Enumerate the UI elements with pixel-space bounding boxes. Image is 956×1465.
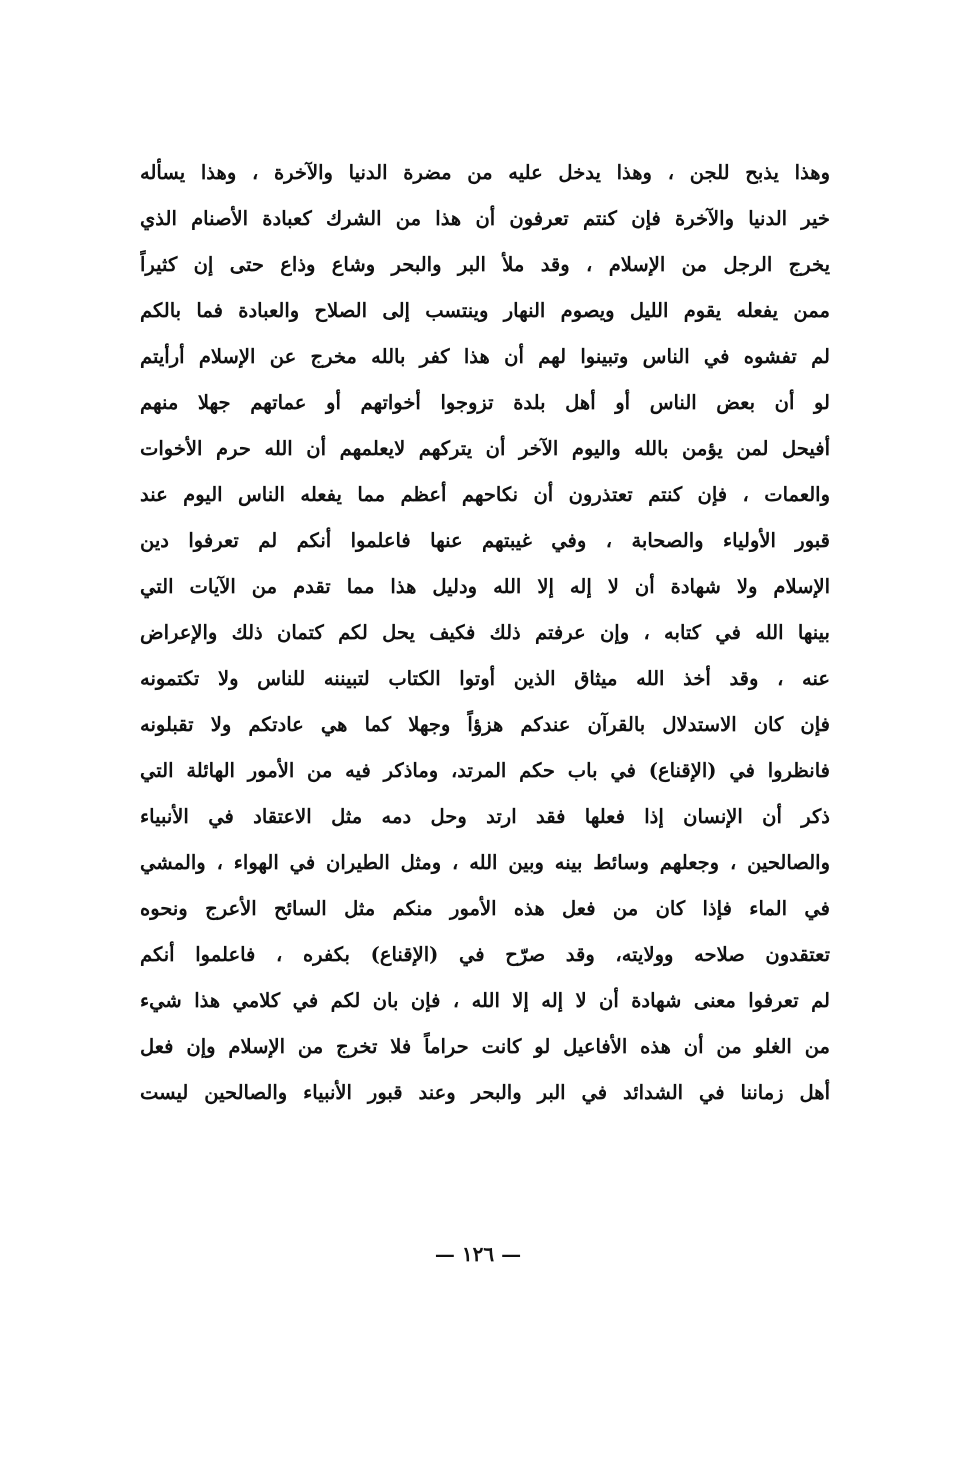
text-line: لو أن بعض الناس أو أهل بلدة تزوجوا أخواتهم أو عماتهم جهلا منهم	[140, 391, 830, 414]
text-line: فانظروا في (الإقناع) في باب حكم المرتد، وماذكر فيه من الأمور الهائلة التي	[140, 759, 830, 782]
text-line: أفيحل لمن يؤمن بالله واليوم الآخر أن يتركهم لايعلمهم أن الله حرم الأخوات	[140, 437, 830, 460]
text-line: بينها الله في كتابه ، وإن عرفتم ذلك فكيف يحل لكم كتمان ذلك والإعراض	[140, 621, 830, 644]
text-line: قبور الأولياء والصحابة ، وفي غيبتهم عنها فاعلموا أنكم لم تعرفوا دين	[140, 529, 830, 552]
text-line: تعتقدون صلاحه وولايته، وقد صرّح في (الإقناع) بكفره ، فاعلموا أنكم	[140, 943, 830, 966]
text-line: عنه ، وقد أخذ الله ميثاق الذين أوتوا الكتاب لتبيننه للناس ولا تكتمونه	[140, 667, 830, 690]
text-line: لم تفشوه في الناس وتبينوا لهم أن هذا كفر بالله مخرج عن الإسلام أرأيتم	[140, 345, 830, 368]
page-number: — ١٢٦ —	[434, 1242, 522, 1266]
text-line: ذكر أن الإنسان إذا فعلها فقد ارتد وحل دمه مثل الاعتقاد في الأنبياء	[140, 805, 830, 828]
text-line: الإسلام ولا شهادة أن لا إله إلا الله ودليل هذا مما تقدم من الآيات التي	[140, 575, 830, 598]
text-line: ممن يفعله يقوم الليل ويصوم النهار وينتسب إلى الصلاح والعبادة فما بالكم	[140, 299, 830, 322]
text-line: أهل زماننا في الشدائد في البر والبحر وعند قبور الأنبياء والصالحين ليست	[140, 1081, 830, 1104]
body-text	[140, 150, 830, 1116]
text-line: يخرج الرجل من الإسلام ، وقد ملأ البر والبحر وشاع وذاع حتى إن كثيراً	[140, 253, 830, 276]
text-line: خير الدنيا والآخرة فإن كنتم تعرفون أن هذا من الشرك كعبادة الأصنام الذي	[140, 207, 830, 230]
text-line: في الماء فإذا كان من فعل هذه الأمور منكم مثل السائح الأعرج ونحوه	[140, 897, 830, 920]
text-line: وهذا يذبح للجن ، وهذا يدخل عليه من مضرة الدنيا والآخرة ، وهذا يسأله	[140, 161, 830, 184]
text-line: من الغلو من أن هذه الأفاعيل لو كانت حراماً فلا تخرج من الإسلام وإن فعل	[140, 1035, 830, 1058]
text-line: والصالحين ، وجعلهم وسائط بينه وبين الله ، ومثل الطيران في الهواء ، والمشي	[140, 851, 830, 874]
text-line: لم تعرفوا معنى شهادة أن لا إله إلا الله ، فإن بان لكم في كلامي هذا شيء	[140, 989, 830, 1012]
text-line: والعمات ، فإن كنتم تعتذرون أن نكاحهم أعظم مما يفعله الناس اليوم عند	[140, 483, 830, 506]
text-line: فإن كان الاستدلال بالقرآن عندكم هزؤاً وجهلا كما هي عادتكم ولا تقبلونه	[140, 713, 830, 736]
